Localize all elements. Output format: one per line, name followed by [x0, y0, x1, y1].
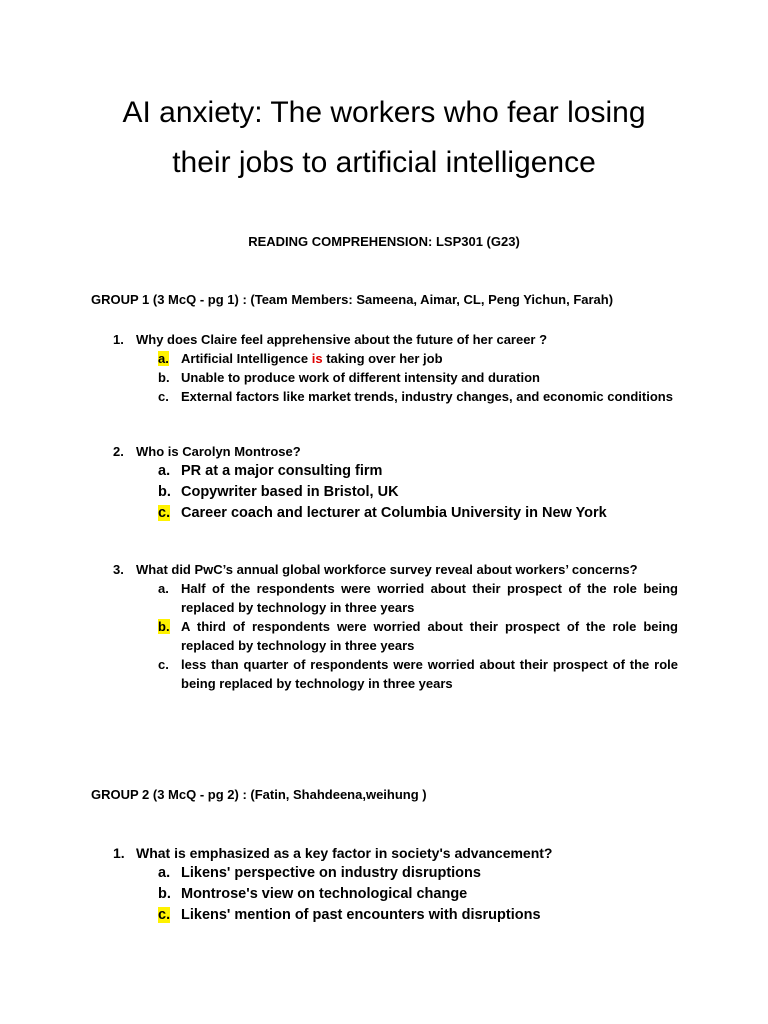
question-number: 1. — [113, 332, 124, 347]
option-a — [158, 461, 678, 482]
question-text: Who is Carolyn Montrose? — [136, 444, 301, 459]
option-text: Montrose's view on technological change — [181, 886, 468, 902]
option-letter: a. — [158, 865, 171, 881]
option-b — [158, 617, 678, 655]
group-1-heading: GROUP 1 (3 McQ - pg 1) : (Team Members: Sameena, Aimar, CL, Peng Yichun, Farah) — [91, 292, 614, 307]
option-text: less than quarter of respondents were worried about their prospect of the role being replaced by technology in three years — [181, 657, 678, 691]
option-b — [158, 482, 678, 503]
title-line-1: AI anxiety: The workers who fear losing — [122, 96, 646, 129]
option-c — [158, 503, 678, 524]
document-title — [0, 88, 768, 188]
option-text-post: taking over her job — [322, 351, 443, 366]
option-text — [181, 349, 678, 368]
option-letter: b. — [158, 886, 171, 902]
option-letter: b. — [158, 484, 171, 500]
option-text: PR at a major consulting firm — [181, 463, 383, 479]
option-text: A third of respondents were worried about their prospect of the role being replaced by technology in three years — [181, 619, 678, 653]
option-letter: a. — [158, 581, 169, 596]
option-a — [158, 579, 678, 617]
option-letter: c. — [158, 657, 169, 672]
g1-question-2 — [113, 442, 678, 524]
option-text-pre: Artificial Intelligence — [181, 351, 312, 366]
g1-question-3 — [113, 560, 678, 693]
question-number: 2. — [113, 444, 124, 459]
option-letter: b. — [158, 619, 170, 634]
option-letter: c. — [158, 505, 171, 521]
option-text: Career coach and lecturer at Columbia University in New York — [181, 505, 607, 521]
option-text: External factors like market trends, industry changes, and economic conditions — [181, 389, 673, 404]
g2-question-1 — [113, 844, 678, 926]
option-text-red: is — [311, 351, 323, 366]
g1-question-1 — [113, 330, 678, 406]
option-a — [158, 863, 678, 884]
option-letter: b. — [158, 370, 170, 385]
option-a — [158, 349, 678, 368]
option-c — [158, 905, 678, 926]
question-number: 3. — [113, 562, 124, 577]
option-c — [158, 655, 678, 693]
option-b — [158, 884, 678, 905]
option-c — [158, 387, 678, 406]
option-text: Copywriter based in Bristol, UK — [181, 484, 399, 500]
option-letter: a. — [158, 351, 169, 366]
group-2-heading: GROUP 2 (3 McQ - pg 2) : (Fatin, Shahdeena,weihung ) — [91, 787, 427, 802]
subtitle: READING COMPREHENSION: LSP301 (G23) — [248, 234, 520, 249]
option-letter: c. — [158, 907, 171, 923]
option-text: Likens' mention of past encounters with disruptions — [181, 907, 541, 923]
option-text: Half of the respondents were worried about their prospect of the role being replaced by technology in three years — [181, 581, 678, 615]
option-text: Likens' perspective on industry disruptions — [181, 865, 481, 881]
option-letter: a. — [158, 463, 171, 479]
title-line-2: their jobs to artificial intelligence — [172, 146, 596, 179]
question-text: What did PwC’s annual global workforce survey reveal about workers’ concerns? — [136, 562, 638, 577]
option-b — [158, 368, 678, 387]
question-number: 1. — [113, 845, 125, 861]
question-text: Why does Claire feel apprehensive about the future of her career ? — [136, 332, 548, 347]
question-text: What is emphasized as a key factor in society's advancement? — [136, 845, 553, 861]
option-text: Unable to produce work of different intensity and duration — [181, 370, 540, 385]
option-letter: c. — [158, 389, 169, 404]
